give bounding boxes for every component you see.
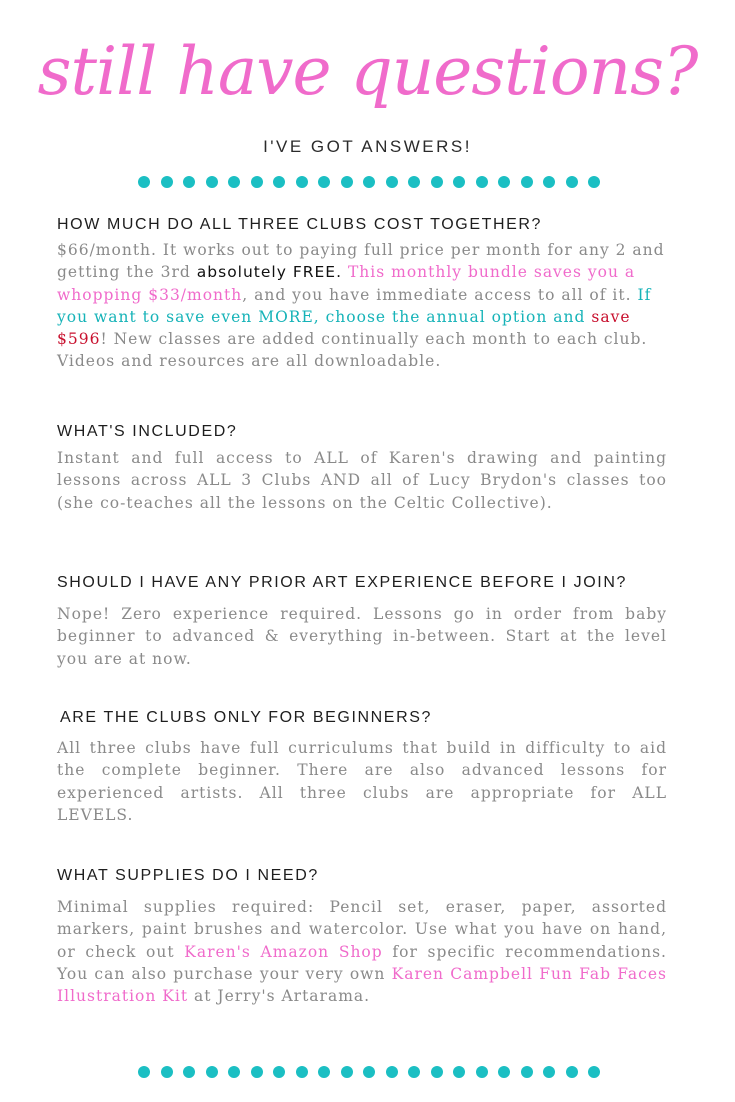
savings-highlight: This monthly bundle saves you a whopping $33/month <box>57 263 636 304</box>
faq-question-included: WHAT'S INCLUDED? <box>57 423 238 440</box>
free-highlight: absolutely FREE. <box>196 263 343 282</box>
divider-dot <box>341 176 353 188</box>
divider-dot <box>273 1066 285 1078</box>
divider-dot <box>318 1066 330 1078</box>
cost-text-2: , and you have immediate access to all of it. <box>242 285 638 304</box>
divider-dot <box>341 1066 353 1078</box>
divider-dot <box>296 176 308 188</box>
divider-dot <box>431 176 443 188</box>
divider-dot <box>251 1066 263 1078</box>
divider-dot <box>588 1066 600 1078</box>
divider-dot <box>206 176 218 188</box>
divider-dot <box>498 1066 510 1078</box>
bottom-dot-divider <box>138 1066 600 1078</box>
divider-dot <box>183 176 195 188</box>
faq-answer-beginners: All three clubs have full curriculums that build in difficulty to aid the complete beginner. There are also advanced lessons for experienced artists. All three clubs are appropriate for ALL LEVELS. <box>57 739 667 824</box>
divider-dot <box>296 1066 308 1078</box>
cost-text-1: $66/month. It works out to paying full price per month for any 2 and getting the 3rd <box>57 241 665 282</box>
divider-dot <box>386 176 398 188</box>
page-title: still have questions? <box>37 33 698 110</box>
divider-dot <box>566 1066 578 1078</box>
divider-dot <box>161 1066 173 1078</box>
faq-answer-experience: Nope! Zero experience required. Lessons go in order from baby beginner to advanced & everything in-between. Start at the level you are at now. <box>57 605 667 668</box>
annual-savings-highlight: save $596 <box>57 307 631 349</box>
divider-dot <box>386 1066 398 1078</box>
divider-dot <box>566 176 578 188</box>
divider-dot <box>228 176 240 188</box>
supplies-text-1: Minimal supplies required: Pencil set, eraser, paper, assorted markers, paint brushes and watercolor. Use what you have on hand, or check out <box>57 898 667 961</box>
divider-dot <box>521 1066 533 1078</box>
faq-answer-supplies <box>57 896 667 1007</box>
divider-dot <box>206 1066 218 1078</box>
divider-dot <box>138 1066 150 1078</box>
supplies-text-3: at Jerry's Artarama. <box>188 987 371 1006</box>
faq-question-beginners: ARE THE CLUBS ONLY FOR BEGINNERS? <box>60 709 432 726</box>
divider-dot <box>431 1066 443 1078</box>
divider-dot <box>363 1066 375 1078</box>
divider-dot <box>408 1066 420 1078</box>
amazon-shop-link[interactable]: Karen's Amazon Shop <box>184 942 383 961</box>
divider-dot <box>476 176 488 188</box>
faq-answer-included: Instant and full access to ALL of Karen's drawing and painting lessons across ALL 3 Clubs AND all of Lucy Brydon's classes too (she co-teaches all the lessons on the Celtic Collective). <box>57 449 667 512</box>
supplies-text-2: for specific recommendations. You can also purchase your very own <box>57 942 667 983</box>
illustration-kit-link[interactable]: Karen Campbell Fun Fab Faces Illustration Kit <box>57 964 667 1006</box>
divider-dot <box>363 176 375 188</box>
faq-answer-cost <box>57 239 667 373</box>
divider-dot <box>498 176 510 188</box>
divider-dot <box>543 176 555 188</box>
annual-option-highlight: If you want to save even MORE, choose the annual option and <box>57 285 652 326</box>
divider-dot <box>408 176 420 188</box>
divider-dot <box>588 176 600 188</box>
divider-dot <box>453 1066 465 1078</box>
divider-dot <box>318 176 330 188</box>
divider-dot <box>543 1066 555 1078</box>
divider-dot <box>521 176 533 188</box>
divider-dot <box>138 176 150 188</box>
divider-dot <box>228 1066 240 1078</box>
top-dot-divider <box>138 176 600 188</box>
faq-question-experience: SHOULD I HAVE ANY PRIOR ART EXPERIENCE BEFORE I JOIN? <box>57 574 627 591</box>
divider-dot <box>251 176 263 188</box>
faq-question-supplies: WHAT SUPPLIES DO I NEED? <box>57 867 319 884</box>
divider-dot <box>183 1066 195 1078</box>
divider-dot <box>476 1066 488 1078</box>
page-subtitle: I'VE GOT ANSWERS! <box>263 137 472 156</box>
divider-dot <box>453 176 465 188</box>
cost-text-3: ! New classes are added continually each month to each club. Videos and resources are all downloadable. <box>57 330 648 371</box>
faq-question-cost: HOW MUCH DO ALL THREE CLUBS COST TOGETHER? <box>57 216 543 233</box>
divider-dot <box>161 176 173 188</box>
divider-dot <box>273 176 285 188</box>
